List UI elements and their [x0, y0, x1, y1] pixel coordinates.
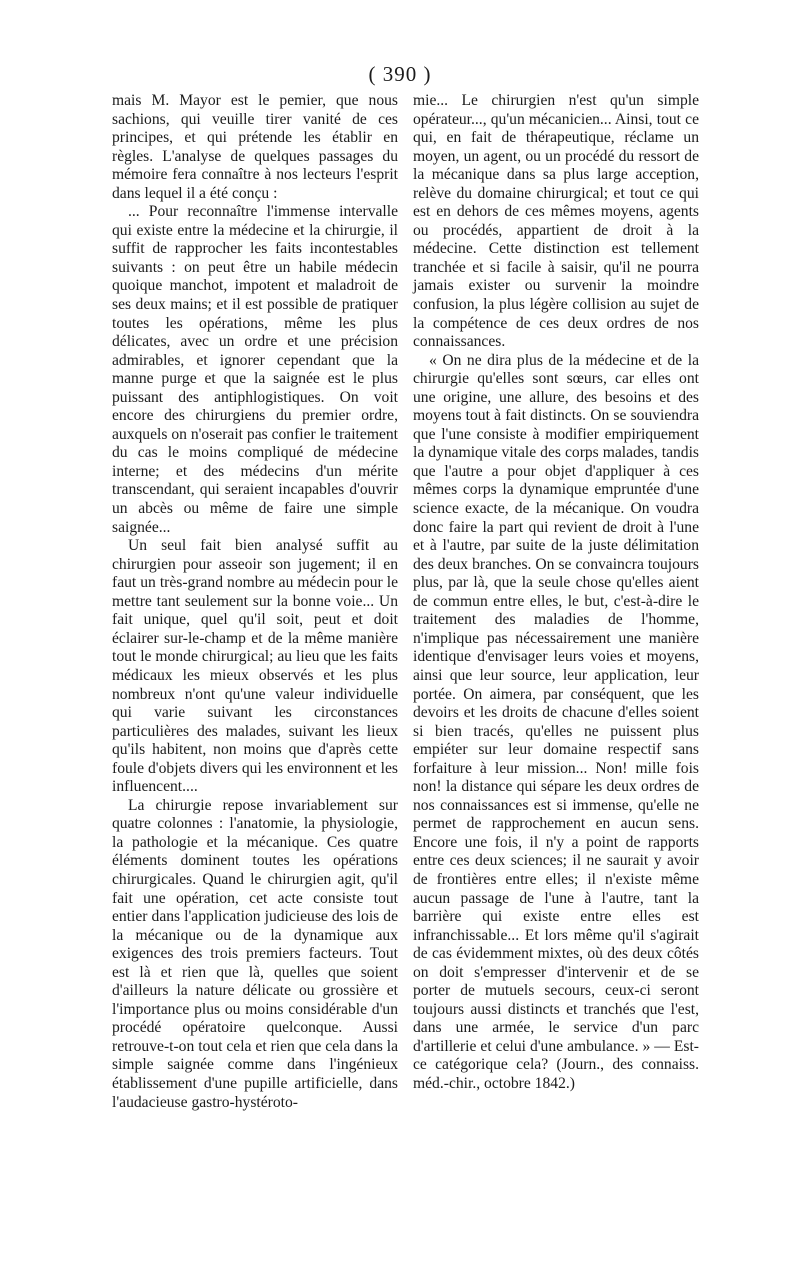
paragraph: mie... Le chirurgien n'est qu'un simple opérateur..., qu'un mécanicien... Ainsi, tout ce qui, en fait de thérapeutique, réclame un moyen, un agent, ou un procédé du ressort de la mécanique dans sa plus large acception, relève du domaine chirurgical; et tout ce qui est en dehors de ces mêmes moyens, agents ou procédés, appartient de droit à la médecine. Cette distinction est tellement tranchée et si facile à saisir, qu'il ne pourra jamais exister ou survenir la moindre confusion, la plus légère collision au sujet de la compétence de ces deux ordres de nos connaissances. [413, 92, 699, 351]
paragraph: Un seul fait bien analysé suffit au chirurgien pour asseoir son jugement; il en faut un très-grand nombre au médecin pour le mettre tant seulement sur la bonne voie... Un fait unique, quel qu'il soit, peut et doit éclairer sur-le-champ et de la même manière tout le monde chirurgical; au lieu que les faits médicaux les mieux observés et les plus nombreux n'ont qu'une valeur individuelle qui varie suivant les circonstances particulières des malades, suivant les lieux qu'ils habitent, non moins que d'après cette foule d'objets divers qui les environnent et les influencent.... [112, 537, 398, 796]
paragraph: ... Pour reconnaître l'immense intervalle qui existe entre la médecine et la chirurgie, il suffit de rapprocher les faits incontestables suivants : on peut être un habile médecin quoique manchot, impotent et maladroit de ses deux mains; et il est possible de pratiquer toutes les opérations, même les plus délicates, avec un ordre et une précision admirables, et ignorer cependant que la manne purge et que la saignée est le plus puissant des antiphlogistiques. On voit encore des chirurgiens du premier ordre, auxquels on n'oserait pas confier le traitement du cas le moins compliqué de médecine interne; et des médecins d'un mérite transcendant, qui seraient incapables d'ouvrir un abcès ou même de faire une simple saignée... [112, 203, 398, 536]
right-column [413, 92, 699, 1094]
page-number: ( 390 ) [368, 62, 432, 86]
left-column [112, 92, 398, 1112]
paragraph: « On ne dira plus de la médecine et de la chirurgie qu'elles sont sœurs, car elles ont une origine, une allure, des besoins et des moyens tout à fait distincts. On se souviendra que l'une consiste à modifier empiriquement la dynamique vitale des corps malades, tandis que l'autre a pour objet d'appliquer à ces mêmes corps la dynamique empruntée d'une science exacte, de la mécanique. On voudra donc faire la part qui revient de droit à l'une et à l'autre, par suite de la juste délimitation des deux branches. On se convaincra toujours plus, par là, que la seule chose qu'elles aient de commun entre elles, le but, c'est-à-dire le traitement des maladies de l'homme, n'implique pas nécessairement une manière identique d'envisager leurs voies et moyens, ainsi que leur source, leur application, leur portée. On aimera, par conséquent, que les devoirs et les droits de chacune d'elles soient si bien tracés, qu'elles ne puissent plus empiéter sur leur domaine respectif sans forfaiture à leur mission... Non! mille fois non! la distance qui sépare les deux ordres de nos connaissances est si immense, qu'elle ne permet de rapprochement en aucun sens. Encore une fois, il n'y a point de rapports entre ces deux sciences; il ne saurait y avoir de frontières entre elles; il n'existe même aucun passage de l'une à l'autre, tant la barrière qui existe entre elles est infranchissable... Et lors même qu'il s'agirait de cas évidemment mixtes, où des deux côtés on doit s'empresser d'intervenir et de se porter de mutuels secours, ceux-ci seront toujours aussi distincts et tranchés que l'est, dans une armée, le service d'un parc d'artillerie et celui d'une ambulance. » — Est-ce catégorique cela? (Journ., des connaiss. méd.-chir., octobre 1842.) [413, 351, 699, 1092]
paragraph: mais M. Mayor est le pemier, que nous sachions, qui veuille tirer vanité de ces principes, et qui prétende les établir en règles. L'analyse de quelques passages du mémoire fera connaître à nos lecteurs l'esprit dans lequel il a été conçu : [112, 92, 398, 202]
paragraph: La chirurgie repose invariablement sur quatre colonnes : l'anatomie, la physiologie, la pathologie et la mécanique. Ces quatre éléments dominent toutes les opérations chirurgicales. Quand le chirurgien agit, qu'il fait une opération, cet acte consiste tout entier dans l'application judicieuse des lois de la mécanique ou de la dynamique aux exigences des trois premiers facteurs. Tout est là et rien que là, quelles que soient d'ailleurs la nature délicate ou grossière et l'importance plus ou moins considérable d'un procédé opératoire quelconque. Aussi retrouve-t-on tout cela et rien que cela dans la simple saignée comme dans l'ingénieux établissement d'une pupille artificielle, dans l'audacieuse gastro-hystéroto- [112, 796, 398, 1111]
